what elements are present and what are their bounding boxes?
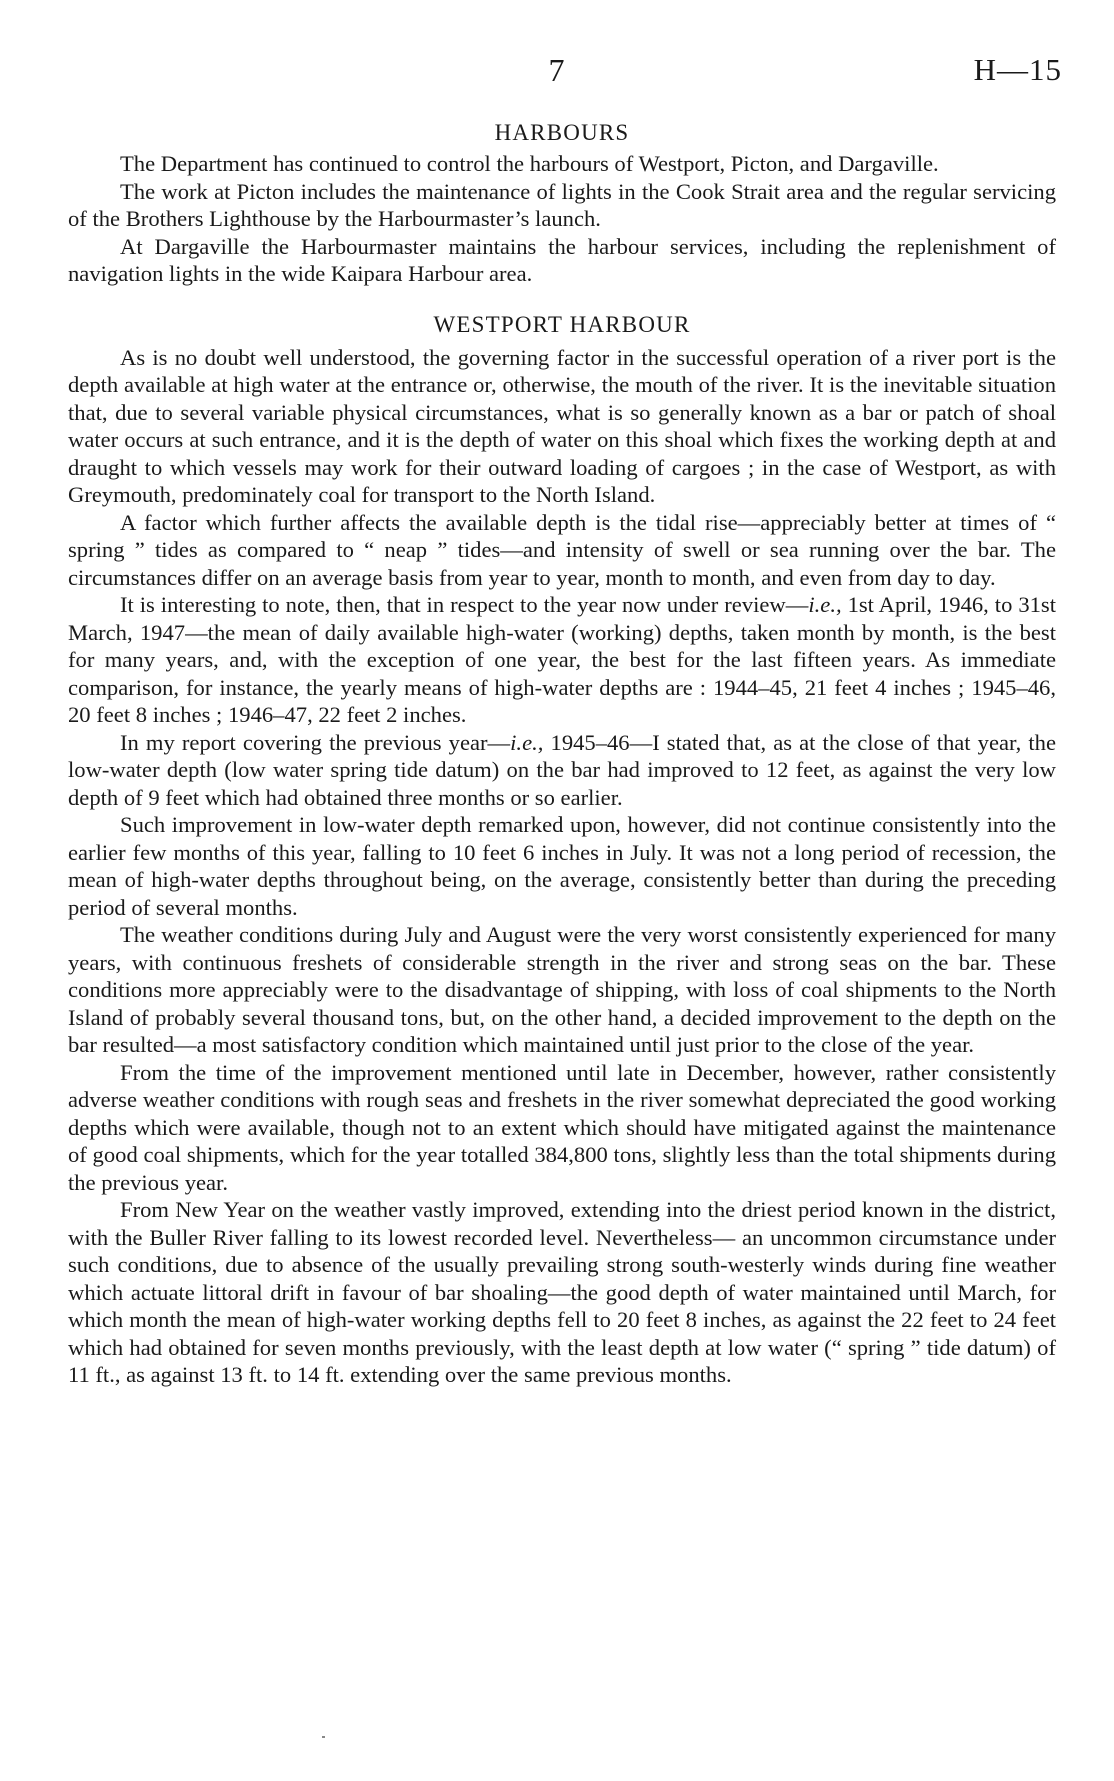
westport-paragraph: A factor which further affects the available depth is the tidal rise—appreciably better at times of “ spring ” tides as compared to “ neap ” tides—and intensity of swell or sea running over the bar. The circumstances differ on an average basis from year to year, month to month, and even from day to day.: [68, 509, 1056, 590]
report-reference: H—15: [973, 52, 1062, 87]
westport-paragraph: In my report covering the previous year—i.e., 1945–46—I stated that, as at the close of that year, the low-water depth (low water spring tide datum) on the bar had improved to 12 feet, as against the very low depth of 9 feet which had obtained three months or so earlier.: [68, 729, 1056, 810]
westport-paragraph: From New Year on the weather vastly improved, extending into the driest period known in the district, with the Buller River falling to its lowest recorded level. Nevertheless— an uncommon circumstance under such conditions, due to absence of the usually prevailing strong south-westerly winds during fine weather which actuate littoral drift in favour of bar shoaling—the good depth of water maintained until March, for which month the mean of high-water working depths fell to 20 feet 8 inches, as against the 22 feet to 24 feet which had obtained for seven months previously, with the least depth at low water (“ spring ” tide datum) of 11 ft., as against 13 ft. to 14 ft. extending over the same previous months.: [68, 1197, 1056, 1387]
westport-harbour-heading: WESTPORT HARBOUR: [433, 311, 691, 337]
harbours-paragraph: The Department has continued to control the harbours of Westport, Picton, and Dargaville.: [120, 151, 939, 176]
westport-paragraph: It is interesting to note, then, that in respect to the year now under review—i.e., 1st April, 1946, to 31st March, 1947—the mean of daily available high-water (working) depths, taken month by month, is the best for many years, and, with the exception of one year, the best for the last fifteen years. As immediate comparison, for instance, the yearly means of high-water depths are : 1944–45, 21 feet 4 inches ; 1945–46, 20 feet 8 inches ; 1946–47, 22 feet 2 inches.: [68, 592, 1056, 727]
harbours-paragraph: At Dargaville the Harbourmaster maintains the harbour services, including the replenishment of navigation lights in the wide Kaipara Harbour area.: [68, 233, 1056, 286]
westport-paragraph: The weather conditions during July and August were the very worst consistently experienced for many years, with continuous freshets of considerable strength in the river and strong seas on the bar. These conditions more appreciably were to the disadvantage of shipping, with loss of coal shipments to the North Island of probably several thousand tons, but, on the other hand, a decided improvement to the depth on the bar resulted—a most satisfactory condition which maintained until just prior to the close of the year.: [68, 922, 1056, 1057]
harbours-paragraph: The work at Picton includes the maintenance of lights in the Cook Strait area and the regular servicing of the Brothers Lighthouse by the Harbourmaster’s launch.: [68, 178, 1056, 231]
page-body: [68, 118, 1056, 1389]
harbours-heading: HARBOURS: [494, 120, 630, 145]
print-speck: [322, 1736, 325, 1738]
page-number: 7: [548, 52, 566, 88]
westport-paragraph: As is no doubt well understood, the governing factor in the successful operation of a river port is the depth available at high water at the entrance or, otherwise, the mouth of the river. It is the inevitable situation that, due to several variable physical circumstances, what is so generally known as a bar or patch of shoal water occurs at such entrance, and it is the depth of water on this shoal which fixes the working depth at and draught to which vessels may work for their outward loading of cargoes ; in the case of Westport, as with Greymouth, predominately coal for transport to the North Island.: [68, 344, 1056, 507]
westport-paragraph: From the time of the improvement mentioned until late in December, however, rather consistently adverse weather conditions with rough seas and freshets in the river somewhat depreciated the good working depths which were available, though not to an extent which should have mitigated against the maintenance of good coal shipments, which for the year totalled 384,800 tons, slightly less than the total shipments during the previous year.: [68, 1059, 1056, 1195]
westport-paragraph: Such improvement in low-water depth remarked upon, however, did not continue consistently into the earlier few months of this year, falling to 10 feet 6 inches in July. It was not a long period of recession, the mean of high-water depths throughout being, on the average, consistently better than during the preceding period of several months.: [68, 812, 1056, 920]
